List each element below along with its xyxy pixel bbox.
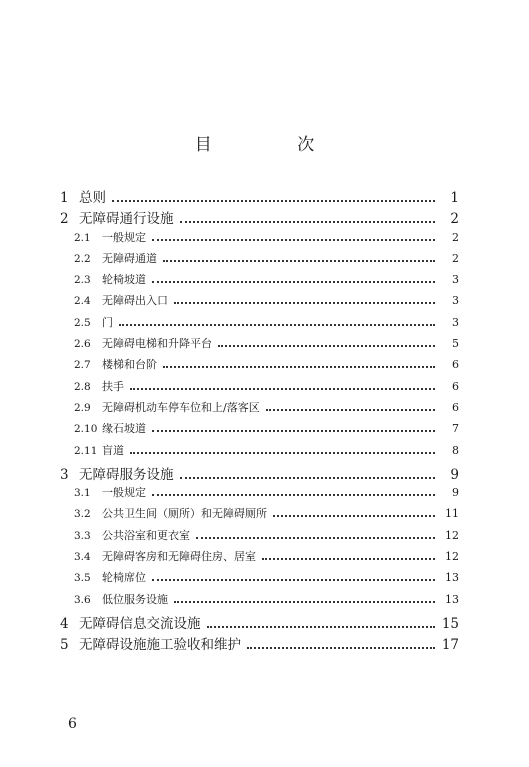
toc-entry-page: 9 (450, 466, 459, 483)
toc-section-entry[interactable] (60, 527, 459, 548)
toc-entry-label: 楼梯和台阶 (102, 358, 157, 372)
toc-section-entry[interactable] (60, 548, 459, 569)
toc-dot-leader (174, 601, 435, 603)
toc-section-entry[interactable] (60, 569, 459, 590)
toc-section-entry[interactable] (60, 356, 459, 377)
toc-dot-leader (163, 366, 435, 368)
toc-dot-leader (262, 558, 435, 560)
toc-entry-page: 17 (441, 637, 459, 654)
toc-entry-number: 2.1 (74, 231, 91, 244)
toc-section-entry[interactable] (60, 271, 459, 292)
toc-dot-leader (273, 515, 435, 517)
toc-entry-page: 2 (452, 230, 459, 244)
toc-entry-page: 12 (445, 528, 459, 542)
toc-section-entry[interactable] (60, 442, 459, 463)
toc-entry-page: 13 (445, 571, 459, 585)
toc-chapter-entry[interactable] (60, 463, 459, 484)
toc-dot-leader (152, 579, 435, 581)
toc-section-entry[interactable] (60, 420, 459, 441)
toc-entry-number: 2.4 (74, 295, 91, 308)
toc-entry-number: 4 (60, 615, 69, 632)
toc-entry-page: 11 (445, 507, 459, 521)
toc-entry-number: 2.3 (74, 274, 91, 287)
toc-entry-label: 无障碍电梯和升降平台 (102, 337, 212, 351)
toc-entry-page: 1 (450, 190, 459, 206)
toc-dot-leader (247, 647, 435, 649)
toc-entry-page: 13 (445, 592, 459, 606)
toc-entry-label: 总则 (79, 190, 106, 206)
toc-entry-page: 8 (452, 443, 459, 457)
toc-entry-number: 3.3 (74, 529, 91, 542)
toc-dot-leader (152, 239, 435, 241)
toc-section-entry[interactable] (60, 335, 459, 356)
toc-entry-label: 无障碍服务设施 (79, 466, 174, 483)
toc-entry-page: 9 (452, 486, 459, 500)
table-of-contents (60, 186, 459, 655)
toc-entry-page: 6 (452, 379, 459, 393)
toc-entry-page: 6 (452, 400, 459, 414)
toc-section-entry[interactable] (60, 591, 459, 612)
toc-dot-leader (152, 494, 435, 496)
toc-entry-page: 2 (452, 251, 459, 265)
toc-entry-label: 公共浴室和更衣室 (102, 528, 190, 542)
toc-entry-number: 2.9 (74, 401, 91, 414)
toc-entry-page: 12 (445, 550, 459, 564)
toc-entry-label: 缘石坡道 (102, 422, 146, 436)
toc-dot-leader (266, 409, 435, 411)
toc-entry-number: 3.5 (74, 572, 91, 585)
toc-dot-leader (180, 477, 436, 479)
toc-entry-page: 6 (452, 358, 459, 372)
toc-entry-number: 2.10 (74, 423, 98, 436)
toc-entry-label: 扶手 (102, 379, 124, 393)
toc-entry-number: 3.1 (74, 487, 91, 500)
toc-dot-leader (152, 281, 435, 283)
toc-section-entry[interactable] (60, 484, 459, 505)
toc-entry-number: 2.6 (74, 338, 91, 351)
toc-entry-label: 门 (102, 315, 113, 329)
toc-entry-number: 2.2 (74, 252, 91, 265)
toc-section-entry[interactable] (60, 314, 459, 335)
toc-dot-leader (119, 324, 435, 326)
toc-entry-number: 2.11 (74, 444, 98, 457)
toc-entry-number: 2.7 (74, 359, 91, 372)
toc-entry-number: 1 (60, 190, 69, 206)
toc-entry-label: 无障碍出入口 (102, 294, 168, 308)
page-title: 目 次 (194, 135, 355, 155)
toc-entry-page: 15 (441, 615, 459, 632)
toc-entry-label: 无障碍信息交流设施 (79, 615, 201, 632)
toc-dot-leader (180, 221, 436, 223)
page-number: 6 (68, 716, 77, 732)
toc-entry-page: 7 (452, 422, 459, 436)
toc-entry-page: 3 (452, 315, 459, 329)
toc-dot-leader (174, 302, 435, 304)
toc-section-entry[interactable] (60, 250, 459, 271)
toc-entry-number: 3.2 (74, 508, 91, 521)
toc-entry-label: 无障碍设施施工验收和维护 (79, 637, 241, 654)
toc-section-entry[interactable] (60, 378, 459, 399)
toc-dot-leader (130, 388, 435, 390)
toc-entry-number: 2.8 (74, 380, 91, 393)
toc-dot-leader (130, 452, 435, 454)
toc-chapter-entry[interactable] (60, 633, 459, 654)
toc-entry-label: 无障碍通行设施 (79, 211, 174, 228)
toc-section-entry[interactable] (60, 229, 459, 250)
toc-dot-leader (218, 345, 435, 347)
toc-section-entry[interactable] (60, 399, 459, 420)
toc-entry-number: 3.4 (74, 551, 91, 564)
toc-entry-label: 公共卫生间（厕所）和无障碍厕所 (102, 507, 267, 521)
toc-entry-label: 轮椅坡道 (102, 273, 146, 287)
toc-section-entry[interactable] (60, 505, 459, 526)
toc-entry-page: 3 (452, 273, 459, 287)
toc-entry-number: 3.6 (74, 593, 91, 606)
toc-entry-label: 无障碍客房和无障碍住房、居室 (102, 550, 256, 564)
toc-entry-number: 3 (60, 466, 69, 483)
toc-chapter-entry[interactable] (60, 612, 459, 633)
toc-entry-label: 无障碍机动车停车位和上/落客区 (102, 400, 260, 414)
toc-entry-number: 5 (60, 637, 69, 654)
toc-dot-leader (112, 200, 435, 202)
toc-entry-label: 无障碍通道 (102, 251, 157, 265)
toc-entry-label: 低位服务设施 (102, 592, 168, 606)
toc-dot-leader (163, 260, 435, 262)
toc-section-entry[interactable] (60, 292, 459, 313)
toc-entry-label: 一般规定 (102, 486, 146, 500)
toc-entry-page: 2 (450, 211, 459, 228)
toc-chapter-entry[interactable] (60, 207, 459, 228)
toc-entry-label: 盲道 (102, 443, 124, 457)
toc-dot-leader (152, 430, 435, 432)
toc-entry-number: 2 (60, 211, 69, 228)
toc-entry-number: 2.5 (74, 316, 91, 329)
toc-dot-leader (196, 537, 435, 539)
toc-dot-leader (207, 626, 436, 628)
toc-entry-label: 一般规定 (102, 230, 146, 244)
toc-chapter-entry[interactable] (60, 186, 459, 207)
toc-entry-page: 3 (452, 294, 459, 308)
toc-entry-label: 轮椅席位 (102, 571, 146, 585)
toc-entry-page: 5 (452, 337, 459, 351)
